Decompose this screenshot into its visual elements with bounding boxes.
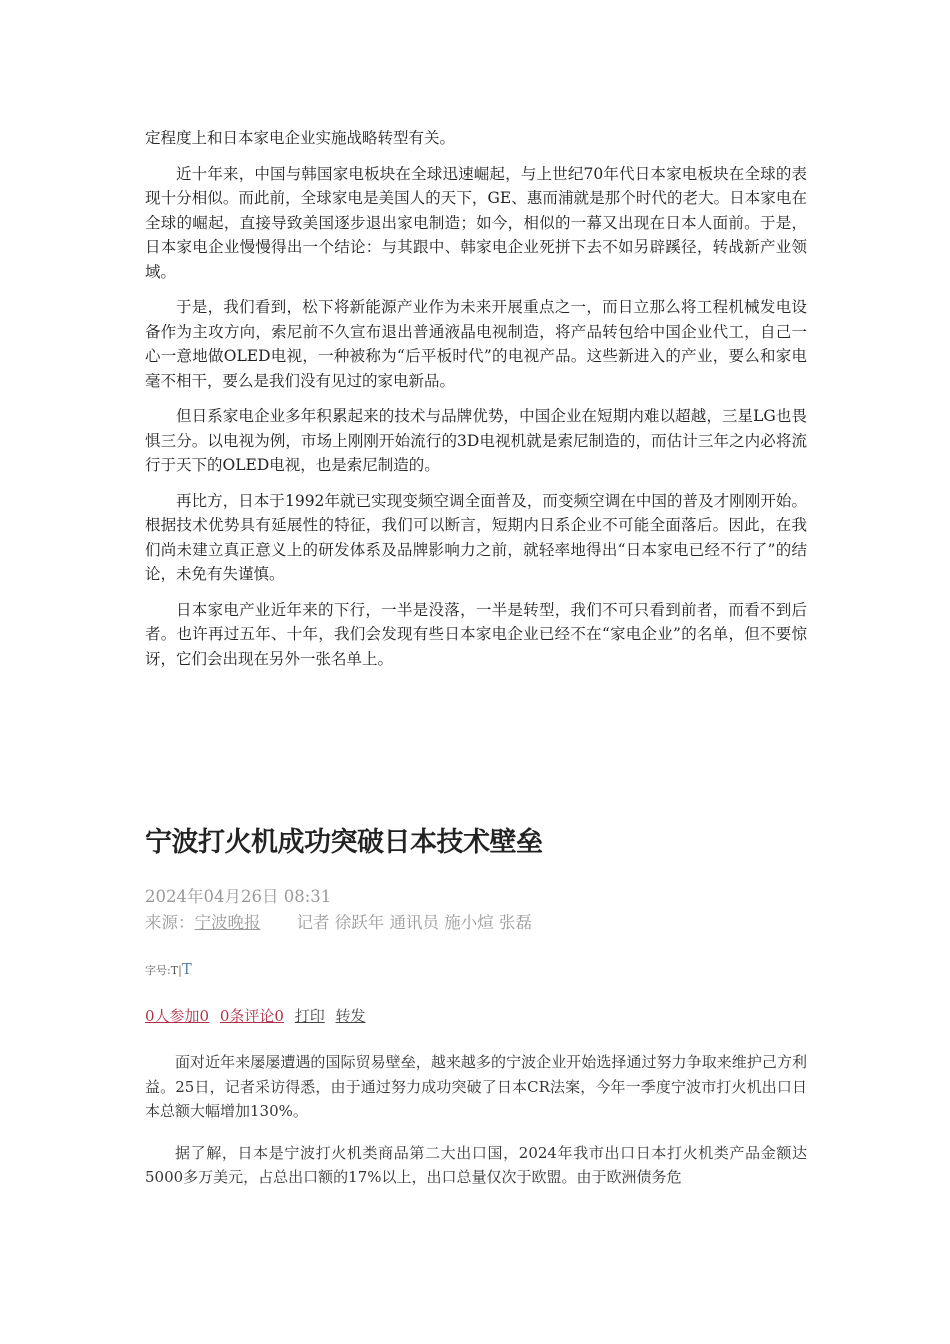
paragraph: 面对近年来屡屡遭遇的国际贸易壁垒，越来越多的宁波企业开始选择通过努力争取来维护己方利益。25日，记者采访得悉，由于通过努力成功突破了日本CR法案，今年一季度宁波市打火机出口日本总额大幅增加130%。 <box>145 1053 807 1120</box>
comments-link[interactable]: 0条评论0 <box>219 1007 284 1025</box>
paragraph: 再比方，日本于1992年就已实现变频空调全面普及，而变频空调在中国的普及才刚刚开始。根据技术优势具有延展性的特征，我们可以断言，短期内日系企业不可能全面落后。因此，在我们尚未建立真正意义上的研发体系及品牌影响力之前，就轻率地得出“日本家电已经不行了”的结论，未免有失谨慎。 <box>145 491 807 583</box>
publish-datetime: 2024年04月26日 08:31 <box>145 887 332 906</box>
font-size-label: 字号: <box>145 964 171 977</box>
print-link[interactable]: 打印 <box>294 1007 325 1025</box>
font-size-large-button[interactable]: T <box>181 960 192 978</box>
article-headline: 宁波打火机成功突破日本技术壁垒 <box>145 827 543 858</box>
article-previous-continuation <box>145 126 807 682</box>
article-actions <box>145 1005 372 1026</box>
source-link[interactable]: 宁波晚报 <box>194 913 261 932</box>
font-size-control <box>145 960 192 978</box>
source-label: 来源： <box>145 913 195 932</box>
reporters: 记者 徐跃年 通讯员 施小煊 张磊 <box>296 913 532 932</box>
paragraph: 于是，我们看到，松下将新能源产业作为未来开展重点之一，而日立那么将工程机械发电设备作为主攻方向，索尼前不久宣布退出普通液晶电视制造，将产品转包给中国企业代工，自己一心一意地做OLED电视，一种被称为“后平板时代”的电视产品。这些新进入的产业，要么和家电毫不相干，要么是我们没有见过的家电新品。 <box>145 298 807 390</box>
article-body <box>145 1050 807 1207</box>
article-meta <box>145 884 532 936</box>
paragraph: 定程度上和日本家电企业实施战略转型有关。 <box>145 129 456 147</box>
participants-link[interactable]: 0人参加0 <box>145 1007 210 1025</box>
paragraph: 近十年来，中国与韩国家电板块在全球迅速崛起，与上世纪70年代日本家电板块在全球的表现十分相似。而此前，全球家电是美国人的天下，GE、惠而浦就是那个时代的老大。日本家电在全球的崛起，直接导致美国逐步退出家电制造；如今，相似的一幕又出现在日本人面前。于是，日本家电企业慢慢得出一个结论：与其跟中、韩家电企业死拼下去不如另辟蹊径，转战新产业领域。 <box>145 164 807 281</box>
paragraph: 据了解，日本是宁波打火机类商品第二大出口国，2024年我市出口日本打火机类产品金额达5000多万美元，占总出口额的17%以上，出口总量仅次于欧盟。由于欧洲债务危 <box>145 1143 807 1186</box>
font-size-small-button[interactable]: T <box>170 964 179 977</box>
forward-link[interactable]: 转发 <box>335 1007 366 1025</box>
paragraph: 日本家电产业近年来的下行，一半是没落，一半是转型，我们不可只看到前者，而看不到后者。也许再过五年、十年，我们会发现有些日本家电企业已经不在“家电企业”的名单，但不要惊讶，它们会出现在另外一张名单上。 <box>145 600 807 668</box>
font-size-separator: | <box>178 964 182 977</box>
paragraph: 但日系家电企业多年积累起来的技术与品牌优势，中国企业在短期内难以超越，三星LG也畏惧三分。以电视为例，市场上刚刚开始流行的3D电视机就是索尼制造的，而估计三年之内必将流行于天下的OLED电视，也是索尼制造的。 <box>145 407 807 474</box>
source-line <box>145 910 532 936</box>
